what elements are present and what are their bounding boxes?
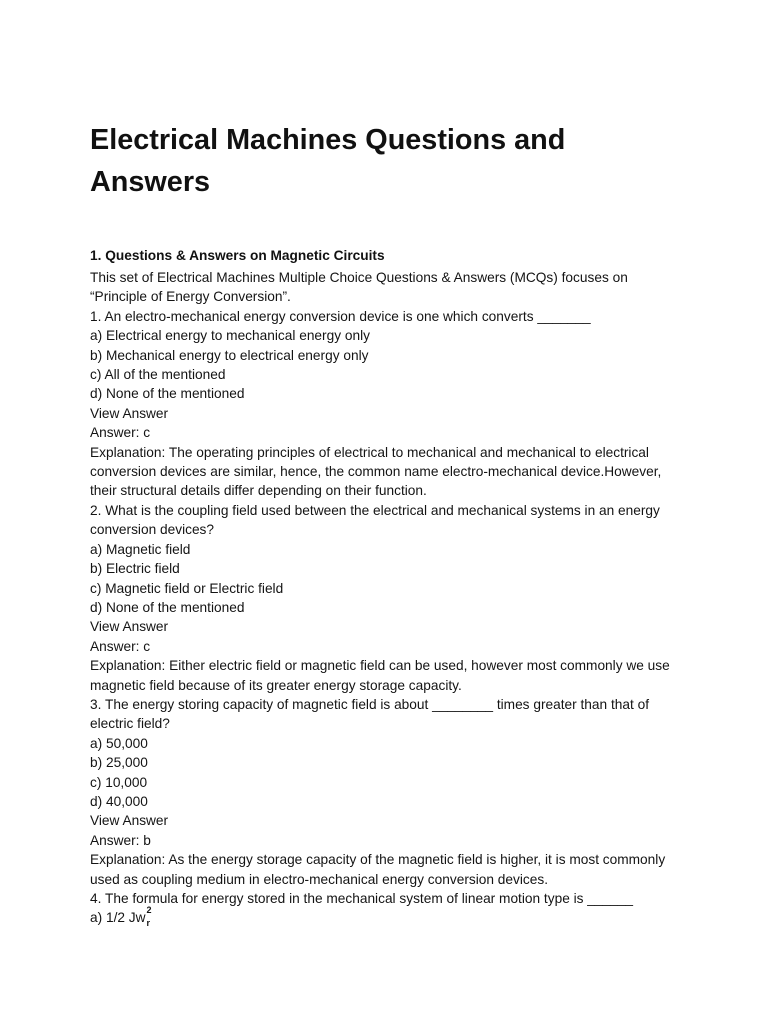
question-3-explanation-line: Explanation: As the energy storage capacity of the magnetic field is higher, it is most commonly	[90, 852, 666, 868]
question-1-option-b: b) Mechanical energy to electrical energy only	[90, 347, 369, 363]
question-4-option-a-text: a) 1/2 Jw	[90, 910, 146, 926]
question-2-option-d: d) None of the mentioned	[90, 599, 245, 615]
formula-subscript: r	[146, 918, 151, 929]
formula-superscript: 2	[146, 905, 152, 916]
question-2-explanation-line: Explanation: Either electric field or magnetic field can be used, however most commonly we use	[90, 658, 670, 674]
question-2-text: 2. What is the coupling field used between the electrical and mechanical systems in an energy	[90, 502, 660, 518]
question-4-text: 4. The formula for energy stored in the mechanical system of linear motion type is ______	[90, 891, 633, 906]
intro-line: This set of Electrical Machines Multiple Choice Questions & Answers (MCQs) focuses on	[90, 270, 628, 285]
question-1-option-c: c) All of the mentioned	[90, 367, 226, 383]
question-3-option-a: a) 50,000	[90, 735, 148, 751]
question-2-answer: Answer: c	[90, 638, 151, 654]
question-2-option-a: a) Magnetic field	[90, 541, 191, 557]
question-2-explanation-line: magnetic field because of its greater energy storage capacity.	[90, 677, 462, 693]
question-3-answer: Answer: b	[90, 832, 151, 848]
page-title: Electrical Machines Questions and Answers	[90, 124, 566, 198]
question-2-text: conversion devices?	[90, 522, 215, 538]
question-1-explanation-line: Explanation: The operating principles of electrical to mechanical and mechanical to electrical	[90, 444, 649, 460]
question-3-option-b: b) 25,000	[90, 755, 148, 771]
question-2-option-c: c) Magnetic field or Electric field	[90, 580, 284, 596]
question-1-option-a: a) Electrical energy to mechanical energy only	[90, 328, 370, 344]
question-3-option-c: c) 10,000	[90, 774, 148, 790]
question-3-view-answer: View Answer	[90, 813, 169, 829]
question-4-option-a	[90, 905, 730, 929]
question-1-explanation-line: conversion devices are similar, hence, the common name electro-mechanical device.However,	[90, 464, 662, 480]
question-3-option-d: d) 40,000	[90, 793, 148, 809]
question-1-answer: Answer: c	[90, 425, 151, 441]
question-3-text: electric field?	[90, 716, 170, 732]
section-heading: 1. Questions & Answers on Magnetic Circuits	[90, 248, 385, 263]
question-1-explanation-line: their structural details differ depending on their function.	[90, 483, 427, 499]
question-1-text: 1. An electro-mechanical energy conversion device is one which converts _______	[90, 308, 591, 324]
question-1-option-d: d) None of the mentioned	[90, 386, 245, 402]
question-2-view-answer: View Answer	[90, 619, 169, 635]
question-2-option-b: b) Electric field	[90, 561, 180, 577]
question-3-explanation-line: used as coupling medium in electro-mechanical energy conversion devices.	[90, 871, 549, 887]
question-3-text: 3. The energy storing capacity of magnetic field is about ________ times greater than that of	[90, 696, 649, 712]
intro-line: “Principle of Energy Conversion”.	[90, 289, 291, 305]
question-1-view-answer: View Answer	[90, 405, 169, 421]
document-body	[90, 268, 730, 928]
